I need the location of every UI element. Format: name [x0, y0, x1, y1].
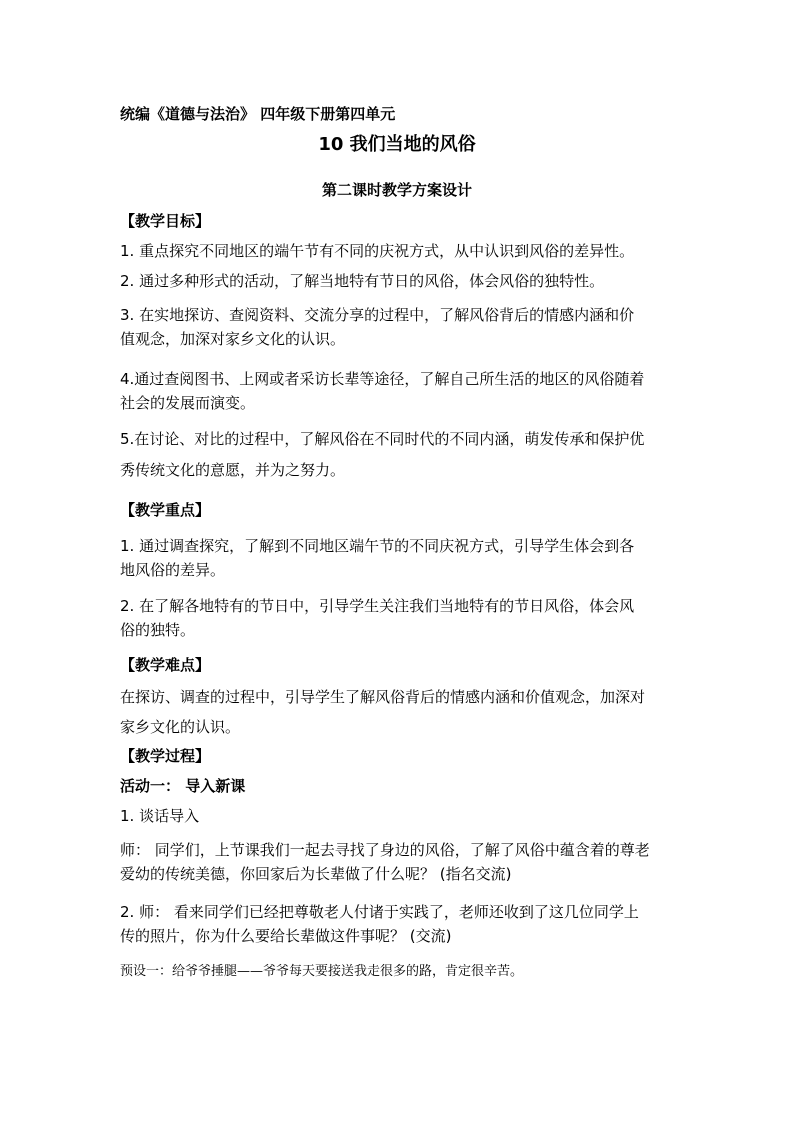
- key-point-line: 1. 通过调查探究，了解到不同地区端午节的不同庆祝方式，引导学生体会到各: [120, 537, 635, 555]
- goal-line: 5.在讨论、对比的过程中，了解风俗在不同时代的不同内涵，萌发传承和保护优: [120, 430, 645, 448]
- lesson-title: 10 我们当地的风俗: [318, 134, 476, 155]
- key-point-line: 俗的独特。: [120, 621, 196, 639]
- lesson-subtitle: 第二课时教学方案设计: [321, 181, 472, 199]
- goal-line: 值观念，加深对家乡文化的认识。: [120, 330, 346, 348]
- process-line: 爱幼的传统美德，你回家后为长辈做了什么呢？ (指名交流): [120, 865, 512, 883]
- activity-title: 活动一： 导入新课: [120, 777, 246, 795]
- process-heading: 【教学过程】: [120, 747, 211, 765]
- key-points-heading: 【教学重点】: [120, 501, 211, 519]
- key-point-line: 地风俗的差异。: [120, 561, 226, 579]
- process-line: 1. 谈话导入: [120, 807, 200, 825]
- goal-line: 4.通过查阅图书、上网或者采访长辈等途径，了解自己所生活的地区的风俗随着: [120, 370, 645, 388]
- difficulty-line: 家乡文化的认识。: [120, 718, 241, 736]
- goal-line: 1. 重点探究不同地区的端午节有不同的庆祝方式，从中认识到风俗的差异性。: [120, 242, 635, 260]
- difficulties-heading: 【教学难点】: [120, 656, 211, 674]
- goal-line: 秀传统文化的意愿，并为之努力。: [120, 461, 346, 479]
- process-line: 传的照片，你为什么要给长辈做这件事呢？ (交流): [120, 927, 452, 945]
- goals-heading: 【教学目标】: [120, 212, 211, 230]
- unit-header: 统编《道德与法治》 四年级下册第四单元: [120, 105, 396, 123]
- preset-line: 预设一：给爷爷捶腿——爷爷每天要接送我走很多的路，肯定很辛苦。: [120, 964, 524, 979]
- process-line: 2. 师： 看来同学们已经把尊敬老人付诸于实践了，老师还收到了这几位同学上: [120, 903, 639, 921]
- goal-line: 社会的发展而演变。: [120, 394, 256, 412]
- key-point-line: 2. 在了解各地特有的节日中，引导学生关注我们当地特有的节日风俗，体会风: [120, 597, 635, 615]
- goal-line: 2. 通过多种形式的活动，了解当地特有节日的风俗，体会风俗的独特性。: [120, 272, 605, 290]
- difficulty-line: 在探访、调查的过程中，引导学生了解风俗背后的情感内涵和价值观念，加深对: [120, 688, 646, 706]
- process-line: 师： 同学们，上节课我们一起去寻找了身边的风俗，了解了风俗中蕴含着的尊老: [120, 841, 650, 859]
- goal-line: 3. 在实地探访、查阅资料、交流分享的过程中，了解风俗背后的情感内涵和价: [120, 306, 635, 324]
